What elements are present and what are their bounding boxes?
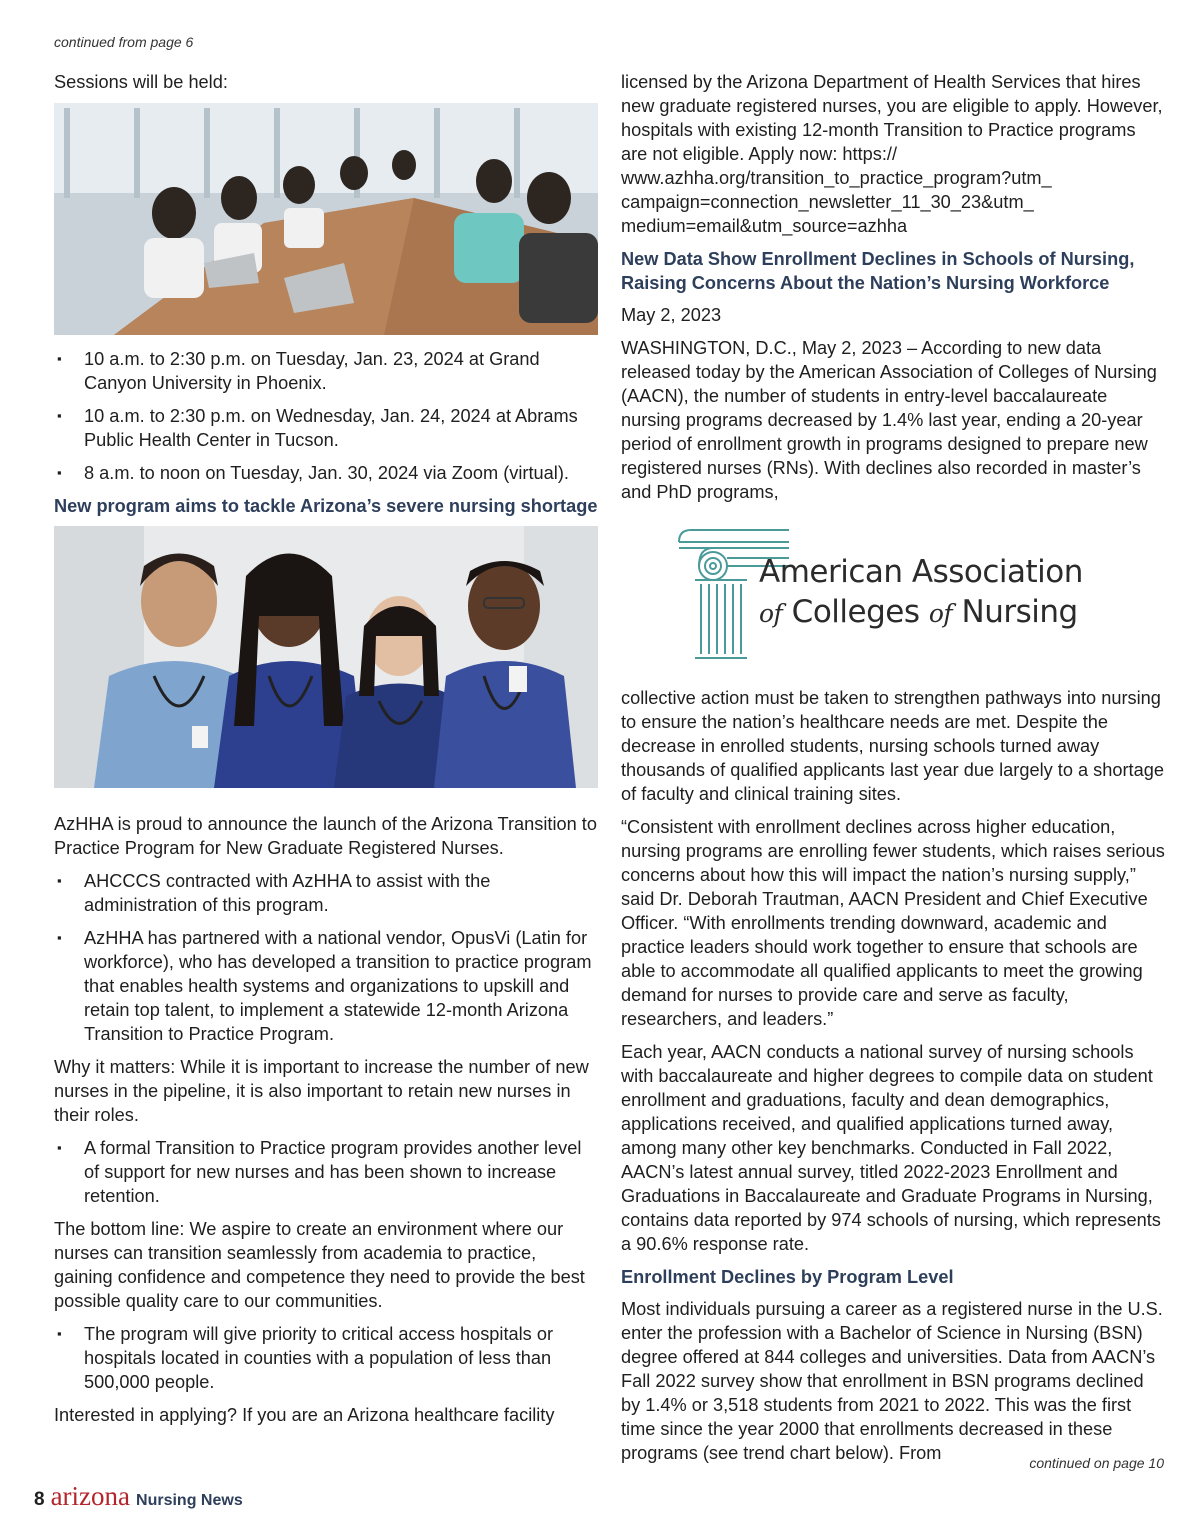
bullet-icon: ▪ <box>57 465 62 480</box>
continued-paragraph: licensed by the Arizona Department of Health Services that hires new graduate registered nurses, you are eligible to apply. However, hospitals with existing 12-month Transition to Practice programs are not eligible. Apply now: https:// www.azhha.org/transition_to_practice_program?utm_ campaign=connection_newsletter_11_30_23&utm_ medium=email&utm_source=azhha <box>621 72 1163 236</box>
article-paragraph: Most individuals pursuing a career as a registered nurse in the U.S. enter the profession with a Bachelor of Science in Nursing (BSN) degree offered at 844 colleges and universities. Data from AACN’s Fall 2022 survey show that enrollment in BSN programs declined by 1.4% or 3,518 students from 2021 to 2022. This was the first time since the year 2000 that enrollments decreased in these programs (see trend chart below). From <box>621 1299 1163 1463</box>
priority-list <box>54 1322 598 1394</box>
continued-on-note: continued on page 10 <box>1029 1455 1164 1471</box>
list-item: ▪ AzHHA has partnered with a national vendor, OpusVi (Latin for workforce), who has developed a transition to practice program that enables health systems and organizations to upskill and retain top talent, to implement a statewide 12-month Arizona Transition to Practice Program. <box>57 928 592 1044</box>
sessions-intro: Sessions will be held: <box>54 72 228 92</box>
article-heading-enrollment: New Data Show Enrollment Declines in Schools of Nursing, Raising Concerns About the Nation’s Nursing Workforce <box>621 249 1135 293</box>
list-item: ▪ 10 a.m. to 2:30 p.m. on Wednesday, Jan. 24, 2024 at Abrams Public Health Center in Tucson. <box>57 406 578 450</box>
quote-paragraph: “Consistent with enrollment declines across higher education, nursing programs are enrolling fewer students, which raises serious concerns about how this will impact the nation’s nursing supply,” said Dr. Deborah Trautman, AACN President and Chief Executive Officer. “With enrollments trending downward, academic and practice leaders should work together to ensure that schools are able to accommodate all qualified applicants to meet the growing demand for nurses to provide care and serve as faculty, researchers, and leaders.” <box>621 817 1165 1029</box>
why-list <box>54 1136 598 1208</box>
brand-logo: arizona <box>50 1481 131 1511</box>
bullet-icon: ▪ <box>57 930 62 945</box>
article-paragraph: collective action must be taken to strengthen pathways into nursing to ensure the nation’s healthcare needs are met. Despite the decrease in enrolled students, nursing schools turned away thousands of qualified applicants last year due largely to a shortage of faculty and clinical training sites. <box>621 688 1164 804</box>
logo-line-2: of Colleges of Nursing <box>759 594 1078 630</box>
left-column <box>54 70 598 1436</box>
logo-line-1: American Association <box>759 554 1083 590</box>
bottom-line-paragraph: The bottom line: We aspire to create an environment where our nurses can transition seamlessly from academia to practice, gaining confidence and competence they need to provide the best possible quality care to our communities. <box>54 1219 585 1311</box>
why-paragraph: Why it matters: While it is important to increase the number of new nurses in the pipeline, it is also important to retain new nurses in their roles. <box>54 1057 589 1125</box>
page-number: 8 <box>34 1489 45 1510</box>
announce-paragraph: AzHHA is proud to announce the launch of the Arizona Transition to Practice Program for New Graduate Registered Nurses. <box>54 814 597 858</box>
brand-subtitle: Nursing News <box>136 1492 243 1509</box>
aacn-logo-text <box>759 552 1083 634</box>
program-list <box>54 869 598 1046</box>
list-item: ▪ 8 a.m. to noon on Tuesday, Jan. 30, 2024 via Zoom (virtual). <box>57 463 569 483</box>
nurses-photo <box>54 526 598 788</box>
interested-paragraph: Interested in applying? If you are an Arizona healthcare facility <box>54 1405 555 1425</box>
list-item: ▪ The program will give priority to critical access hospitals or hospitals located in counties with a population of less than 500,000 people. <box>57 1324 553 1392</box>
continued-from-note: continued from page 6 <box>54 34 194 50</box>
article-paragraph: WASHINGTON, D.C., May 2, 2023 – According to new data released today by the American Association of Colleges of Nursing (AACN), the number of students in entry-level baccalaureate nursing programs decreased by 1.4% last year, ending a 20-year period of enrollment growth in programs designed to prepare new registered nurses (RNs). With declines also recorded in master’s and PhD programs, <box>621 338 1157 502</box>
list-item: ▪ A formal Transition to Practice program provides another level of support for new nurses and has been shown to increase retention. <box>57 1138 582 1206</box>
list-item: ▪ 10 a.m. to 2:30 p.m. on Tuesday, Jan. 23, 2024 at Grand Canyon University in Phoenix. <box>57 349 540 393</box>
bullet-icon: ▪ <box>57 351 62 366</box>
page-footer <box>34 1481 243 1512</box>
bullet-icon: ▪ <box>57 408 62 423</box>
aacn-logo <box>621 522 1166 670</box>
article-heading: New program aims to tackle Arizona’s severe nursing shortage <box>54 496 598 516</box>
list-item: ▪ AHCCCS contracted with AzHHA to assist with the administration of this program. <box>57 871 491 915</box>
bullet-icon: ▪ <box>57 873 62 888</box>
section-heading: Enrollment Declines by Program Level <box>621 1267 954 1287</box>
article-date: May 2, 2023 <box>621 305 722 325</box>
bullet-icon: ▪ <box>57 1326 62 1341</box>
right-column <box>621 70 1166 1474</box>
sessions-list <box>54 347 598 485</box>
meeting-photo <box>54 103 598 335</box>
article-paragraph: Each year, AACN conducts a national survey of nursing schools with baccalaureate and higher degrees to compile data on student enrollment and graduations, faculty and dean demographics, applications received, and qualified applications turned away, among many other key benchmarks. Conducted in Fall 2022, AACN’s latest annual survey, titled 2022-2023 Enrollment and Graduations in Baccalaureate and Graduate Programs in Nursing, contains data reported by 974 schools of nursing, which represents a 90.6% response rate. <box>621 1042 1161 1254</box>
bullet-icon: ▪ <box>57 1140 62 1155</box>
